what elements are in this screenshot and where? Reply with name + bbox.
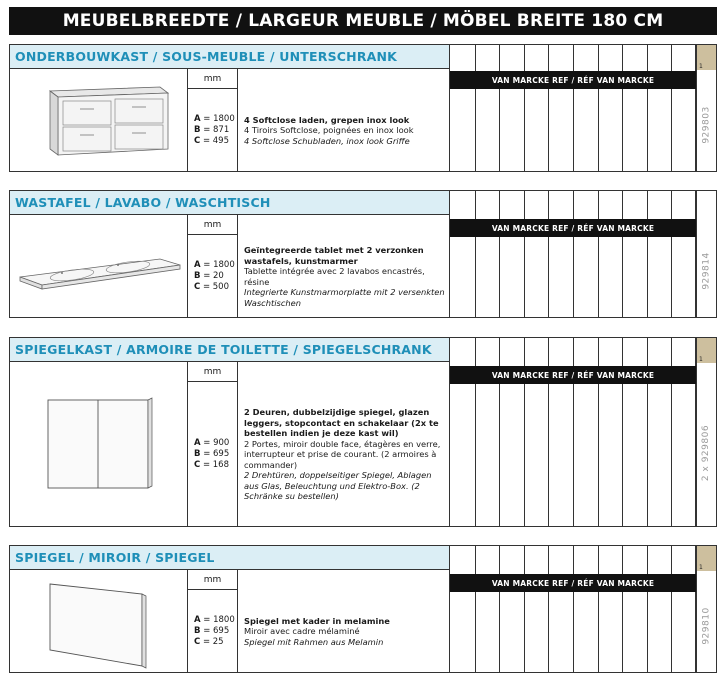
ref-header: VAN MARCKE REF / RÉF VAN MARCKE bbox=[450, 366, 696, 384]
dim-a: = 1800 bbox=[203, 114, 235, 124]
product-image-base-cabinet bbox=[10, 69, 188, 171]
grid-column-line bbox=[573, 45, 574, 171]
article-code: 2 x 929806 bbox=[701, 424, 712, 482]
desc-nl: Geïntegreerde tablet met 2 verzonken wastafels, kunstmarmer bbox=[244, 245, 424, 266]
grid-column-line bbox=[573, 191, 574, 317]
section-mirror-cabinet bbox=[9, 337, 717, 527]
dimensions: A = 900 B = 695 C = 168 bbox=[188, 382, 238, 527]
grid-column-line bbox=[647, 45, 648, 171]
ref-grid bbox=[450, 545, 696, 673]
section-body bbox=[9, 362, 450, 527]
dim-b: = 20 bbox=[203, 271, 224, 281]
grid-column-line bbox=[548, 546, 549, 672]
grid-column-line bbox=[499, 191, 500, 317]
grid-column-line bbox=[524, 191, 525, 317]
dim-a: = 1800 bbox=[203, 615, 235, 625]
description bbox=[238, 590, 451, 673]
section-heading: ONDERBOUWKAST / SOUS-MEUBLE / UNTERSCHRANK bbox=[9, 44, 450, 69]
desc-de: 4 Softclose Schubladen, inox look Griffe bbox=[244, 135, 410, 146]
desc-fr: Miroir avec cadre mélaminé bbox=[244, 626, 360, 637]
section-body bbox=[9, 570, 450, 673]
color-swatch: 1 bbox=[697, 45, 716, 70]
dim-a: = 1800 bbox=[203, 260, 235, 270]
desc-nl: Spiegel met kader in melamine bbox=[244, 615, 390, 626]
section-body bbox=[9, 215, 450, 318]
dim-b: = 871 bbox=[203, 125, 230, 135]
desc-nl: 2 Deuren, dubbelzijdige spiegel, glazen leggers, stopcontact en schakelaar (2x te bestellen indien je deze kast wil) bbox=[244, 407, 439, 439]
desc-de: Integrierte Kunstmarmorplatte mit 2 versenkten Waschtischen bbox=[244, 287, 445, 308]
section-mirror bbox=[9, 545, 717, 673]
grid-column-line bbox=[622, 45, 623, 171]
grid-column-line bbox=[475, 191, 476, 317]
dim-b: = 695 bbox=[203, 626, 230, 636]
section-heading: SPIEGELKAST / ARMOIRE DE TOILETTE / SPIEGELSCHRANK bbox=[9, 337, 450, 362]
unit-label: mm bbox=[188, 215, 238, 235]
dim-c: = 500 bbox=[202, 282, 230, 292]
ref-header: VAN MARCKE REF / RÉF VAN MARCKE bbox=[450, 574, 696, 592]
desc-de: 2 Drehtüren, doppelseitiger Spiegel, Ablagen aus Glas, Beleuchtung und Elektro-Box. (2 Schränke su bestellen) bbox=[244, 470, 432, 502]
code-column bbox=[696, 337, 717, 527]
code-column bbox=[696, 44, 717, 172]
dimensions: A = 1800 B = 871 C = 495 bbox=[188, 89, 238, 172]
grid-column-line bbox=[598, 546, 599, 672]
description bbox=[238, 89, 451, 172]
grid-column-line bbox=[573, 546, 574, 672]
section-heading: SPIEGEL / MIROIR / SPIEGEL bbox=[9, 545, 450, 570]
desc-fr: 2 Portes, miroir double face, étagères en verre, interrupteur et prise de courant. (2 armoires à commander) bbox=[244, 438, 441, 470]
color-swatch: 1 bbox=[697, 338, 716, 363]
grid-column-line bbox=[671, 45, 672, 171]
dim-c: = 168 bbox=[202, 460, 230, 470]
code-column bbox=[696, 190, 717, 318]
unit-label: mm bbox=[188, 570, 238, 590]
grid-column-line bbox=[524, 546, 525, 672]
grid-column-line bbox=[475, 546, 476, 672]
desc-fr: 4 Tiroirs Softclose, poignées en inox look bbox=[244, 125, 414, 136]
ref-header: VAN MARCKE REF / RÉF VAN MARCKE bbox=[450, 219, 696, 237]
section-body bbox=[9, 69, 450, 172]
grid-column-line bbox=[499, 546, 500, 672]
ref-grid bbox=[450, 337, 696, 527]
unit-label: mm bbox=[188, 362, 238, 382]
ref-header: VAN MARCKE REF / RÉF VAN MARCKE bbox=[450, 71, 696, 89]
grid-column-line bbox=[622, 546, 623, 672]
article-code: 929810 bbox=[701, 607, 712, 645]
dim-c: = 495 bbox=[202, 136, 230, 146]
grid-column-line bbox=[671, 546, 672, 672]
grid-column-line bbox=[671, 191, 672, 317]
dimensions: A = 1800 B = 20 C = 500 bbox=[188, 235, 238, 318]
product-image-mirror bbox=[10, 570, 188, 672]
article-code: 929803 bbox=[701, 106, 712, 144]
dim-b: = 695 bbox=[203, 449, 230, 459]
grid-column-line bbox=[499, 45, 500, 171]
article-code: 929814 bbox=[701, 252, 712, 290]
section-washbasin bbox=[9, 190, 717, 318]
unit-label: mm bbox=[188, 69, 238, 89]
grid-column-line bbox=[475, 45, 476, 171]
desc-de: Spiegel mit Rahmen aus Melamin bbox=[244, 636, 384, 647]
product-image-mirror-cabinet bbox=[10, 362, 188, 526]
grid-column-line bbox=[548, 191, 549, 317]
dim-a: = 900 bbox=[203, 438, 230, 448]
grid-column-line bbox=[598, 45, 599, 171]
grid-column-line bbox=[598, 191, 599, 317]
desc-fr: Tablette intégrée avec 2 lavabos encastrés, résine bbox=[244, 266, 425, 287]
section-heading: WASTAFEL / LAVABO / WASCHTISCH bbox=[9, 190, 450, 215]
grid-column-line bbox=[647, 191, 648, 317]
grid-column-line bbox=[548, 45, 549, 171]
dimensions: A = 1800 B = 695 C = 25 bbox=[188, 590, 238, 673]
code-column bbox=[696, 545, 717, 673]
desc-nl: 4 Softclose laden, grepen inox look bbox=[244, 114, 410, 125]
page-title: MEUBELBREEDTE / LARGEUR MEUBLE / MÖBEL BREITE 180 CM bbox=[9, 7, 717, 35]
grid-column-line bbox=[524, 45, 525, 171]
section-base-cabinet bbox=[9, 44, 717, 172]
dim-c: = 25 bbox=[202, 637, 224, 647]
color-swatch: 1 bbox=[697, 546, 716, 571]
grid-column-line bbox=[647, 546, 648, 672]
description bbox=[238, 382, 451, 527]
grid-column-line bbox=[622, 191, 623, 317]
product-image-washbasin bbox=[10, 215, 188, 317]
ref-grid bbox=[450, 44, 696, 172]
ref-grid bbox=[450, 190, 696, 318]
description bbox=[238, 235, 451, 318]
